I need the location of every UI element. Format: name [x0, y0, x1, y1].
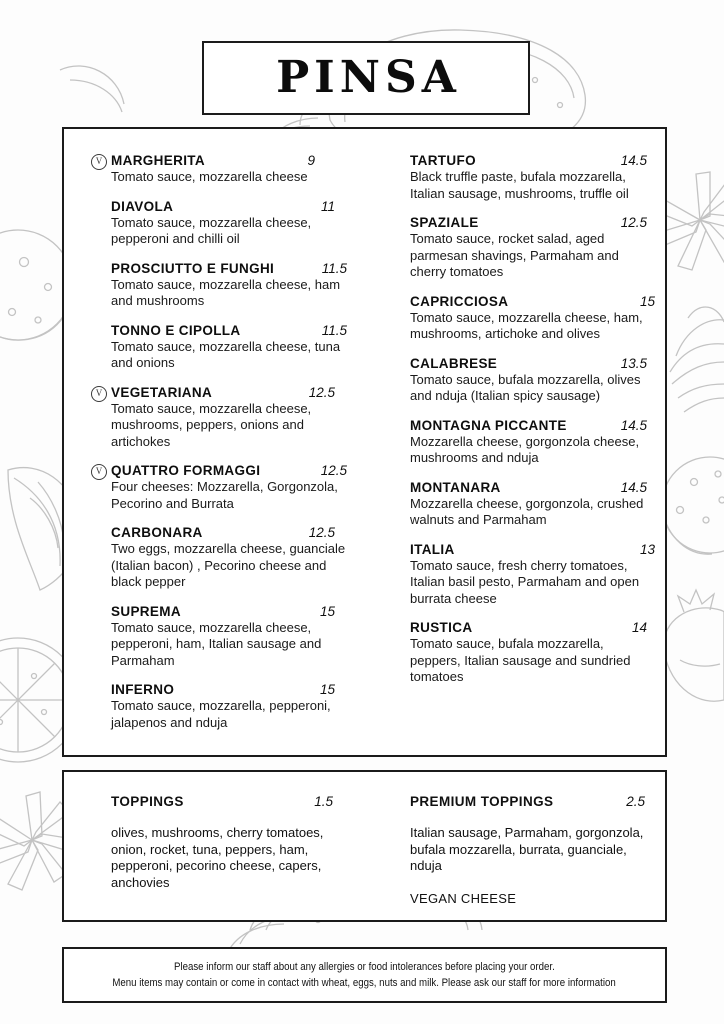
- menu-item-description: Tomato sauce, mozzarella cheese, pepperoni, ham, Italian sausage and Parmaham: [111, 619, 322, 668]
- menu-item-price: 13: [639, 541, 655, 557]
- menu-item-name: MONTAGNA PICCANTE: [410, 417, 567, 433]
- menu-item-description: Tomato sauce, mozzarella cheese, ham and mushrooms: [111, 276, 341, 308]
- menu-item-name: RUSTICA: [410, 620, 473, 635]
- menu-item[interactable]: [410, 480, 655, 529]
- menu-item-description: Tomato sauce, bufala mozzarella, peppers, Italian sausage and sundried tomatoes: [410, 636, 631, 684]
- allergy-notice-line-1: Please inform our staff about any allergies or food intolerances before placing your order.: [174, 961, 555, 973]
- menu-item-description: Tomato sauce, rocket salad, aged parmesan shavings, Parmaham and cherry tomatoes: [410, 231, 619, 279]
- menu-item-description: Tomato sauce, mozzarella cheese: [111, 169, 308, 184]
- allergy-notice-line-2: Menu items may contain or come in contact with wheat, eggs, nuts and milk. Please ask our staff for more information: [112, 977, 617, 989]
- menu-item-name: SUPREMA: [111, 603, 181, 619]
- menu-item-price: 12.5: [320, 463, 347, 478]
- premium-toppings-price: 2.5: [626, 794, 645, 809]
- menu-item[interactable]: [111, 199, 355, 248]
- allergy-notice-panel: [62, 947, 667, 1003]
- menu-item-price: 9: [307, 153, 315, 168]
- menu-item[interactable]: [95, 153, 355, 186]
- menu-item[interactable]: [111, 323, 355, 372]
- menu-item-name: TARTUFO: [410, 153, 476, 168]
- menu-item-name: ITALIA: [410, 541, 455, 557]
- menu-item-description: Mozzarella cheese, gorgonzola, crushed walnuts and Parmaham: [410, 495, 644, 527]
- menu-item-name: CAPRICCIOSA: [410, 293, 509, 309]
- menu-right-column: [365, 129, 665, 755]
- vegetarian-icon: V: [91, 386, 107, 402]
- menu-item-price: 13.5: [620, 355, 647, 371]
- toppings-price: 1.5: [314, 794, 333, 809]
- menu-item-description: Tomato sauce, mozzarella, pepperoni, jalapenos and nduja: [111, 698, 331, 730]
- toppings-panel: [62, 770, 667, 922]
- premium-toppings-list: Italian sausage, Parmaham, gorgonzola, bufala mozzarella, burrata, guanciale, nduja: [410, 825, 644, 873]
- menu-item-price: 14.5: [620, 153, 647, 168]
- menu-item[interactable]: [410, 418, 655, 467]
- menu-item-description: Black truffle paste, bufala mozzarella, Italian sausage, mushrooms, truffle oil: [410, 169, 629, 201]
- menu-item[interactable]: [95, 384, 355, 451]
- menu-item[interactable]: [410, 356, 655, 405]
- menu-left-column: [64, 129, 365, 755]
- menu-items-panel: [62, 127, 667, 757]
- menu-item-price: 11: [320, 198, 335, 214]
- menu-item-description: Two eggs, mozzarella cheese, guanciale (Italian bacon) , Pecorino cheese and black pepper: [111, 541, 346, 589]
- menu-item-description: Tomato sauce, mozzarella cheese, pepperoni and chilli oil: [111, 214, 312, 246]
- menu-item-name: DIAVOLA: [111, 198, 174, 214]
- menu-item-name: INFERNO: [111, 682, 175, 697]
- menu-item-name: CARBONARA: [111, 525, 203, 540]
- menu-item-name: TONNO E CIPOLLA: [111, 322, 241, 338]
- vegetarian-icon: V: [91, 464, 107, 480]
- page-title: PINSA: [276, 52, 461, 103]
- menu-item[interactable]: [111, 682, 355, 731]
- menu-item-description: Four cheeses: Mozzarella, Gorgonzola, Pecorino and Burrata: [111, 479, 338, 511]
- menu-item[interactable]: [111, 604, 355, 670]
- menu-item[interactable]: [111, 525, 355, 591]
- menu-item[interactable]: [410, 542, 655, 608]
- menu-item-description: Tomato sauce, mozzarella cheese, tuna and onions: [111, 338, 341, 370]
- premium-toppings-section: [365, 772, 665, 920]
- menu-item-name: VEGETARIANA: [111, 384, 213, 400]
- toppings-title: TOPPINGS: [111, 794, 184, 809]
- menu-item-price: 12.5: [620, 215, 647, 230]
- menu-title-plate: [202, 41, 530, 115]
- menu-item-name: SPAZIALE: [410, 215, 479, 230]
- standard-toppings-section: [64, 772, 365, 920]
- menu-item[interactable]: [410, 294, 655, 343]
- menu-item-description: Tomato sauce, mozzarella cheese, mushrooms, peppers, onions and artichokes: [111, 400, 312, 449]
- menu-item-name: CALABRESE: [410, 355, 498, 371]
- menu-item-price: 15: [319, 682, 335, 697]
- vegan-cheese-option: VEGAN CHEESE: [410, 890, 517, 906]
- menu-item-price: 12.5: [308, 525, 335, 540]
- menu-item-description: Tomato sauce, fresh cherry tomatoes, Italian basil pesto, Parmaham and open burrata cheese: [410, 557, 640, 606]
- menu-item-description: Tomato sauce, bufala mozzarella, olives and nduja (Italian spicy sausage): [410, 371, 641, 403]
- menu-item-price: 14.5: [620, 417, 647, 433]
- menu-item[interactable]: [111, 261, 355, 310]
- menu-item-price: 14.5: [620, 479, 647, 495]
- menu-item-price: 11.5: [321, 322, 347, 338]
- premium-toppings-title: PREMIUM TOPPINGS: [410, 794, 554, 809]
- menu-item-name: MARGHERITA: [111, 153, 205, 168]
- menu-item-price: 15: [319, 603, 335, 619]
- menu-item[interactable]: [95, 463, 355, 512]
- menu-item-name: MONTANARA: [410, 479, 501, 495]
- menu-item-name: QUATTRO FORMAGGI: [111, 463, 261, 478]
- menu-item[interactable]: [410, 153, 655, 202]
- menu-item-name: PROSCIUTTO E FUNGHI: [111, 260, 275, 276]
- menu-item-description: Tomato sauce, mozzarella cheese, ham, mushrooms, artichoke and olives: [410, 309, 643, 341]
- menu-item[interactable]: [410, 215, 655, 281]
- vegetarian-icon: V: [91, 154, 107, 170]
- menu-item-price: 12.5: [308, 384, 335, 400]
- menu-item-description: Mozzarella cheese, gorgonzola cheese, mushrooms and nduja: [410, 433, 640, 465]
- menu-item-price: 14: [631, 620, 647, 635]
- menu-item[interactable]: [410, 620, 655, 686]
- menu-item-price: 15: [639, 293, 655, 309]
- menu-item-price: 11.5: [321, 260, 347, 276]
- toppings-list: olives, mushrooms, cherry tomatoes, onion, rocket, tuna, peppers, ham, pepperoni, pecorino cheese, capers, anchovies: [111, 825, 324, 890]
